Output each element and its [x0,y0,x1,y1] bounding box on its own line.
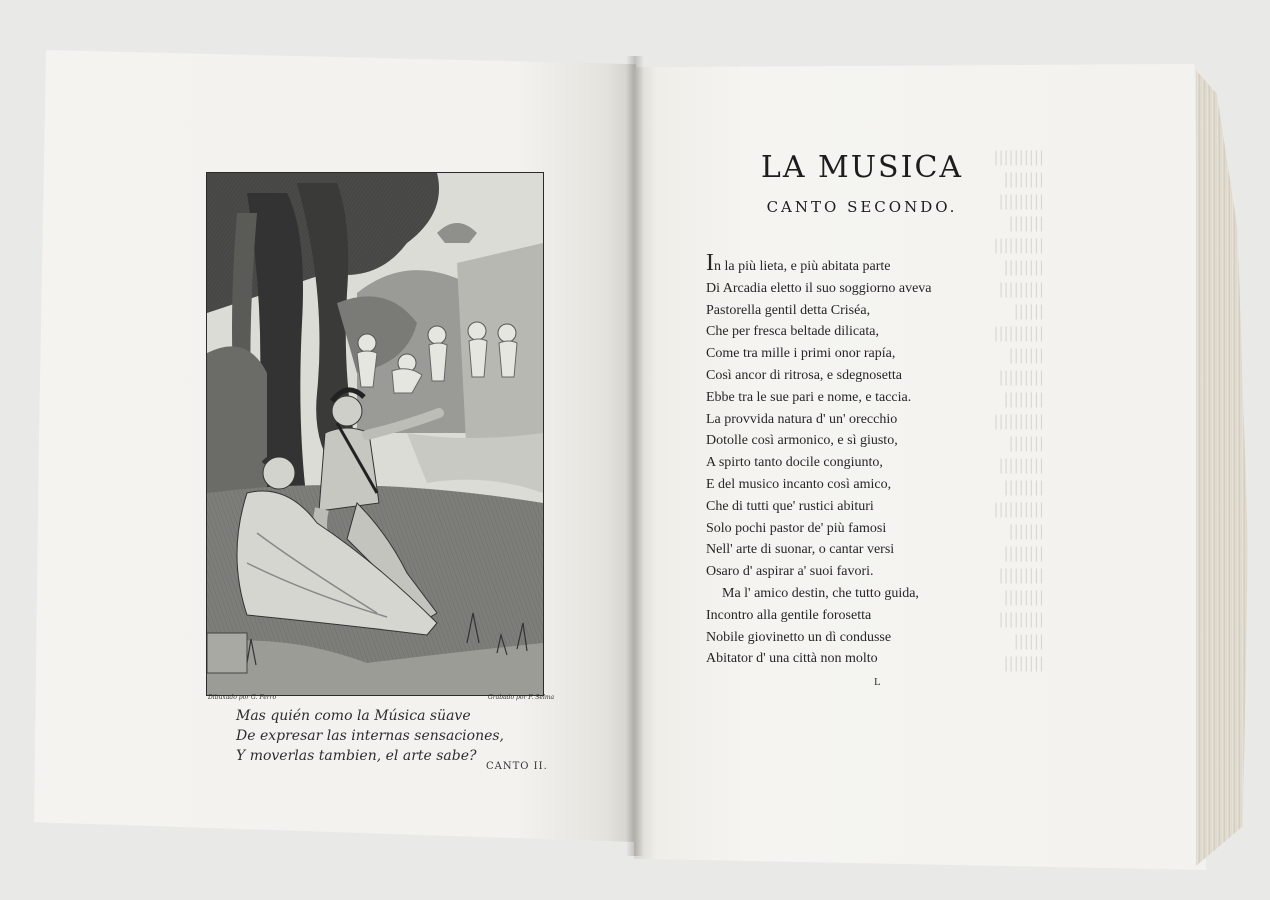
poem-line: Nobile giovinetto un dì condusse [706,629,892,645]
signature-mark: L [874,676,881,688]
poem-line: Come tra mille i primi onor rapía, [706,346,896,362]
poem-line: Che per fresca beltade dilicata, [706,324,879,340]
show-through-text: |||||||||| |||||||| ||||||||| ||||||| |||||||||| |||||||| ||||||||| |||||| |||||||||| ||||||| ||||||||| |||||||| |||||||||| ||||||| ||||||||| |||||||| |||||||||| ||||||| |||||||| ||||||||| |||||||| ||||||||| |||||| |||||||| [993,148,1044,672]
engraving-credit-engraver: Grabado por F. Selma [488,694,555,701]
poem-line: Che di tutti que' rustici abituri [706,498,874,514]
poem-line: In la più lieta, e più abitata parte [706,250,891,276]
caption-line: Mas quién como la Música süave [236,708,471,724]
caption-line: Y moverlas tambien, el arte sabe? [236,748,477,764]
canto-subtitle: CANTO SECONDO. [766,198,958,216]
canto-mark: CANTO II. [486,761,548,772]
engraving-illustration [206,172,544,696]
poem-line: Di Arcadia eletto il suo soggiorno aveva [706,280,932,296]
page-edges [1196,70,1248,866]
poem-text [706,250,1006,670]
engraving-caption [236,706,536,766]
poem-line: Solo pochi pastor de' più famosi [706,520,887,536]
page-title: LA MUSICA [760,150,964,185]
poem-line: Così ancor di ritrosa, e sdegnosetta [706,367,902,383]
engraving-image [207,173,543,695]
poem-line: Incontro alla gentile forosetta [706,607,872,623]
poem-line: La provvida natura d' un' orecchio [706,411,898,427]
poem-line: E del musico incanto così amico, [706,476,892,492]
poem-line: Abitator d' una città non molto [706,651,878,667]
poem-line: Pastorella gentil detta Criséa, [706,302,871,318]
poem-line: Dotolle così armonico, e sì giusto, [706,433,898,449]
poem-line: Osaro d' aspirar a' suoi favori. [706,564,874,580]
book-gutter [626,56,644,856]
engraving-credit-artist: Dibuxado por G. Ferro [208,694,277,701]
poem-line: Nell' arte di suonar, o cantar versi [706,542,895,558]
caption-line: De expresar las internas sensaciones, [236,728,505,744]
poem-line: Ebbe tra le sue pari e nome, e taccia. [706,389,912,405]
poem-line: A spirto tanto docile congiunto, [706,455,883,471]
poem-line: Ma l' amico destin, che tutto guida, [722,585,919,601]
